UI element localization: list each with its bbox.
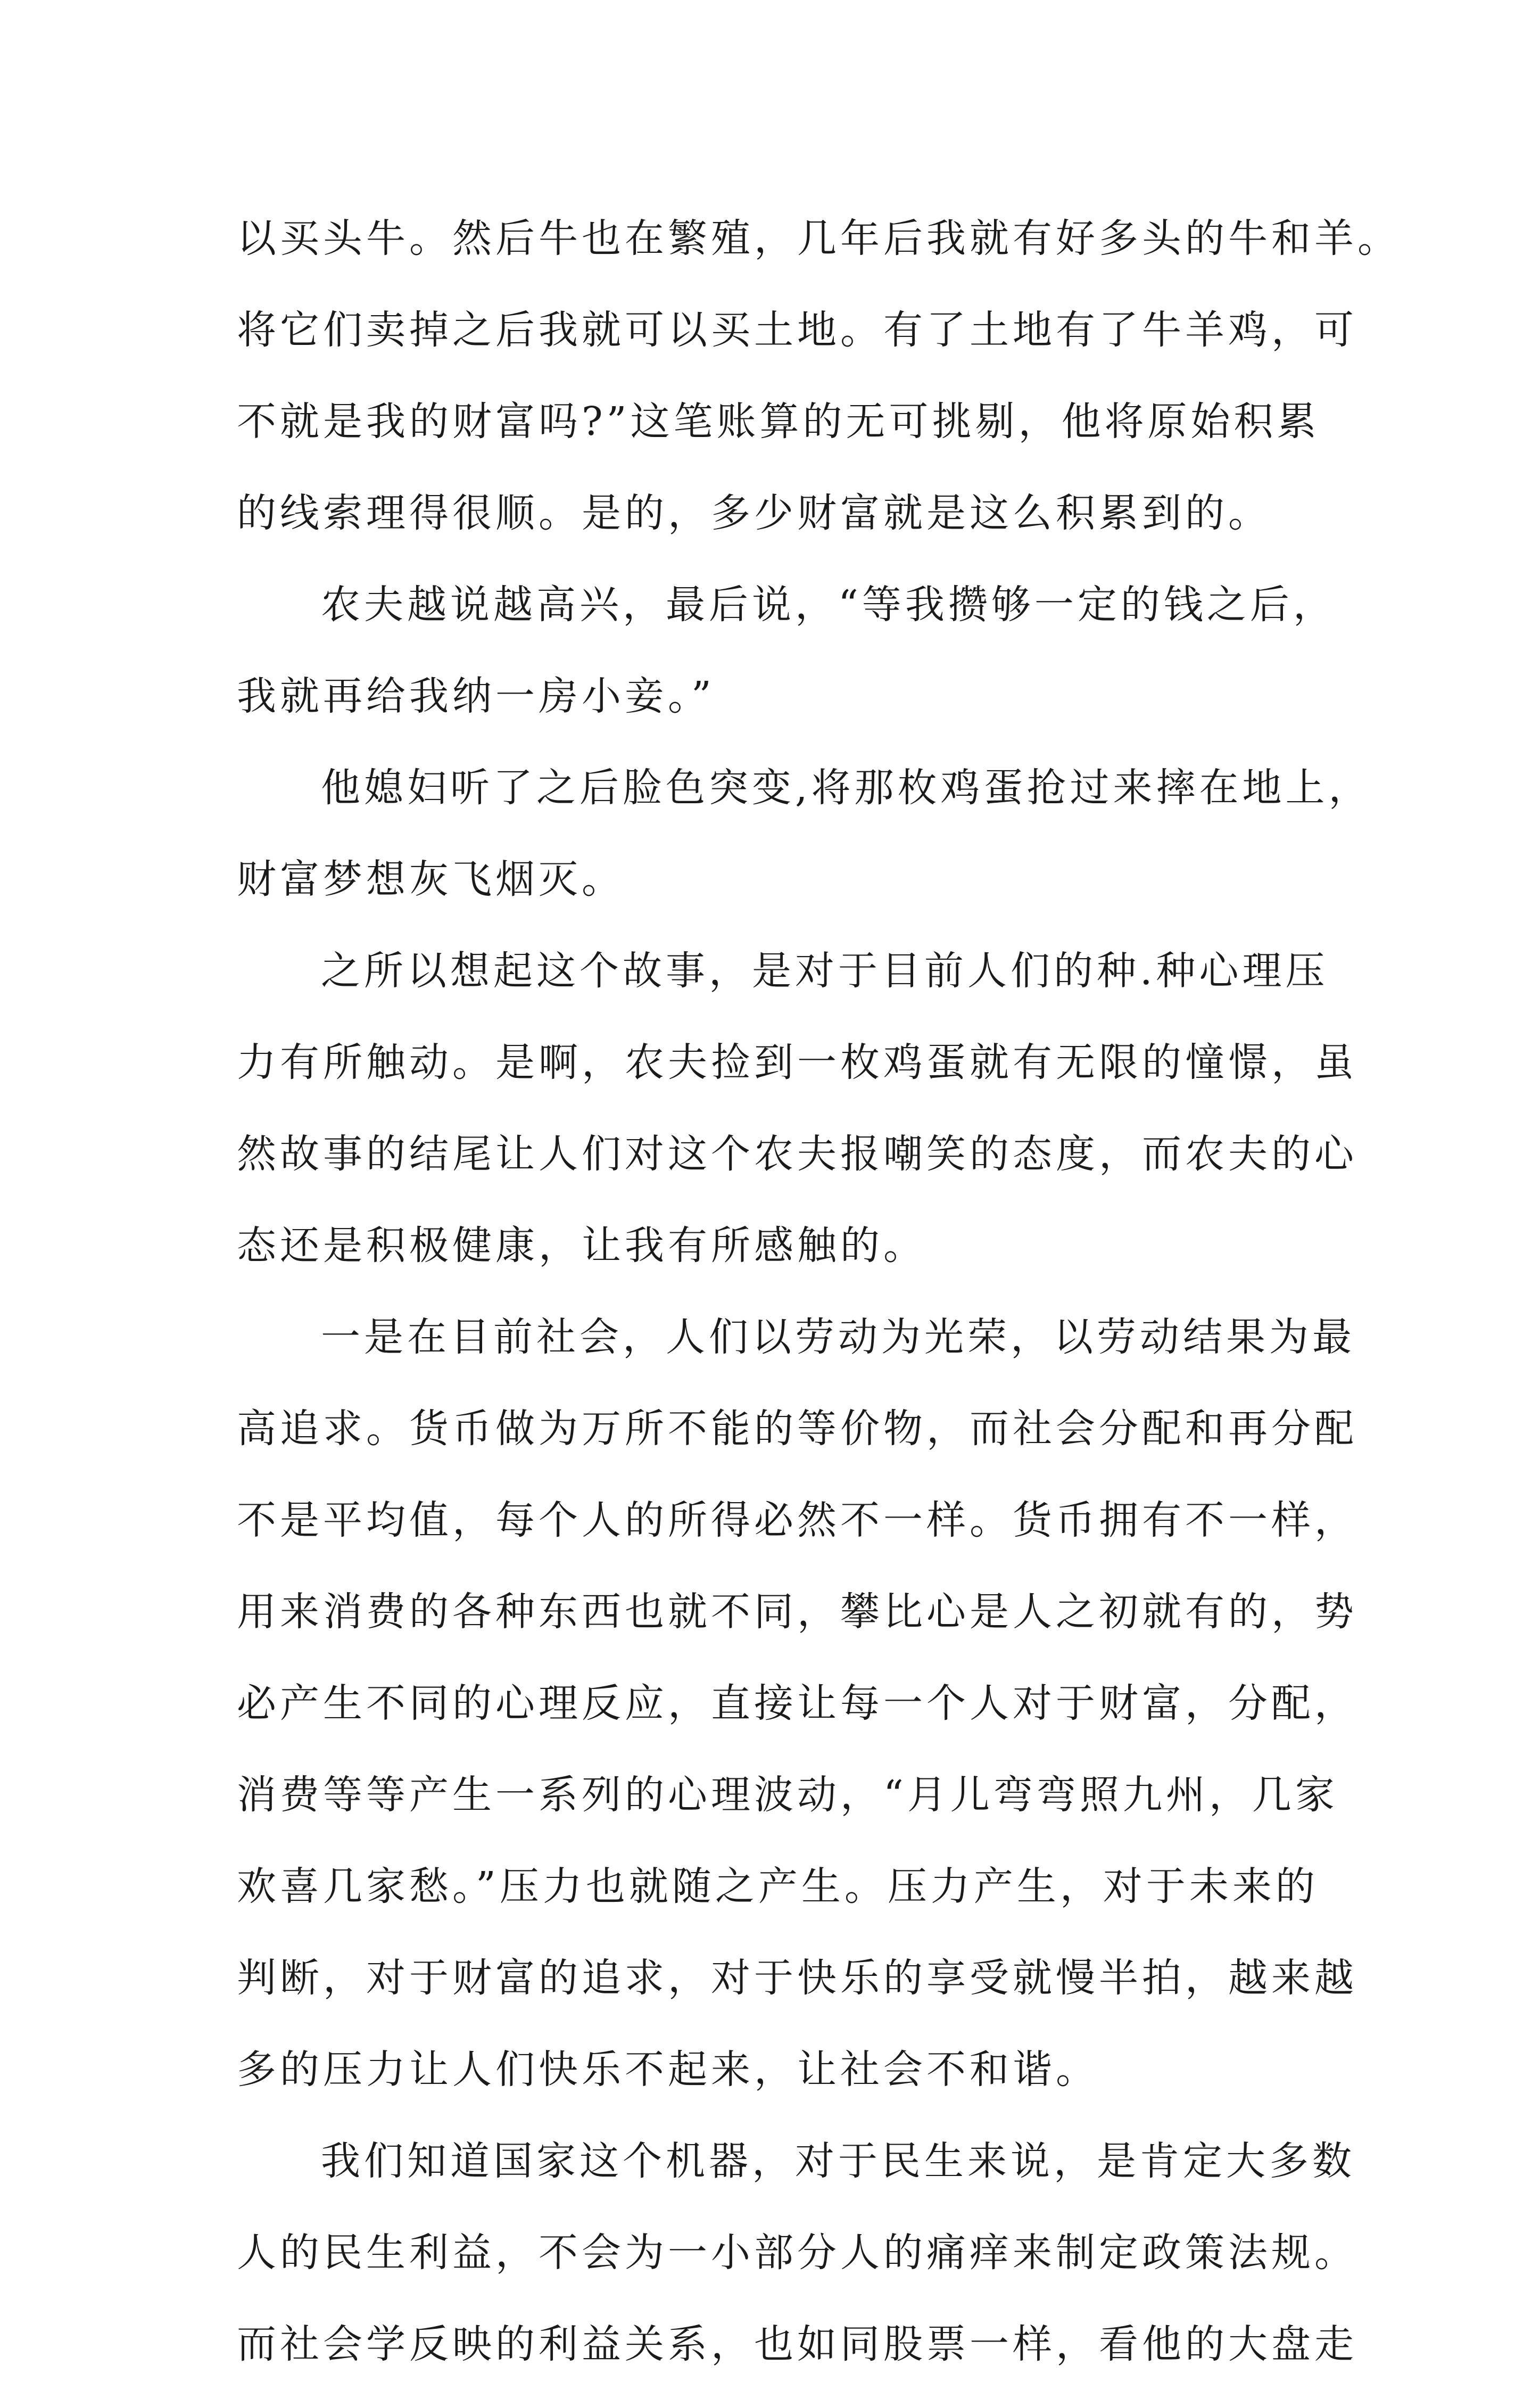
paragraph-start-line: 他媳妇听了之后脸色突变,将那枚鸡蛋抢过来摔在地上，: [321, 765, 1372, 811]
body-text: [237, 193, 1401, 2390]
paragraph-start-line: 一是在目前社会，人们以劳动为光荣，以劳动结果为最: [321, 1314, 1355, 1360]
text-line: 将它们卖掉之后我就可以买土地。有了土地有了牛羊鸡，可: [237, 307, 1357, 353]
text-line: 不就是我的财富吗?”这笔账算的无可挑剔，他将原始积累: [237, 399, 1320, 444]
text-line: 必产生不同的心理反应，直接让每一个人对于财富，分配，: [237, 1680, 1357, 1726]
text-line: 用来消费的各种东西也就不同，攀比心是人之初就有的，势: [237, 1589, 1357, 1635]
paragraph-start-line: 农夫越说越高兴，最后说，“等我攒够一定的钱之后，: [321, 582, 1336, 628]
text-line: 力有所触动。是啊，农夫捡到一枚鸡蛋就有无限的憧憬，虽: [237, 1040, 1357, 1085]
text-line: 高追求。货币做为万所不能的等价物，而社会分配和再分配: [237, 1406, 1357, 1452]
text-line: 而社会学反映的利益关系，也如同股票一样，看他的大盘走: [237, 2321, 1357, 2367]
text-line: 财富梦想灰飞烟灭。: [237, 856, 625, 902]
text-line: 以买头牛。然后牛也在繁殖，几年后我就有好多头的牛和羊。: [237, 216, 1401, 261]
paragraph-start-line: 我们知道国家这个机器，对于民生来说，是肯定大多数: [321, 2138, 1355, 2184]
text-line: 我就再给我纳一房小妾。”: [237, 673, 715, 719]
text-line: 判断，对于财富的追求，对于快乐的享受就慢半拍，越来越: [237, 1955, 1357, 2001]
text-line: 多的压力让人们快乐不起来，让社会不和谐。: [237, 2047, 1099, 2092]
text-line: 不是平均值，每个人的所得必然不一样。货币拥有不一样，: [237, 1497, 1357, 1543]
paragraph-start-line: 之所以想起这个故事，是对于目前人们的种.种心理压: [321, 948, 1329, 994]
text-line: 人的民生利益，不会为一小部分人的痛痒来制定政策法规。: [237, 2230, 1357, 2276]
text-line: 的线索理得很顺。是的，多少财富就是这么积累到的。: [237, 490, 1271, 536]
text-line: 然故事的结尾让人们对这个农夫报嘲笑的态度，而农夫的心: [237, 1131, 1357, 1177]
text-line: 欢喜几家愁。”压力也就随之产生。压力产生，对于未来的: [237, 1864, 1319, 1909]
text-line: 态还是积极健康，让我有所感触的。: [237, 1223, 926, 1268]
text-line: 消费等等产生一系列的心理波动，“月儿弯弯照九州，几家: [237, 1772, 1338, 1818]
